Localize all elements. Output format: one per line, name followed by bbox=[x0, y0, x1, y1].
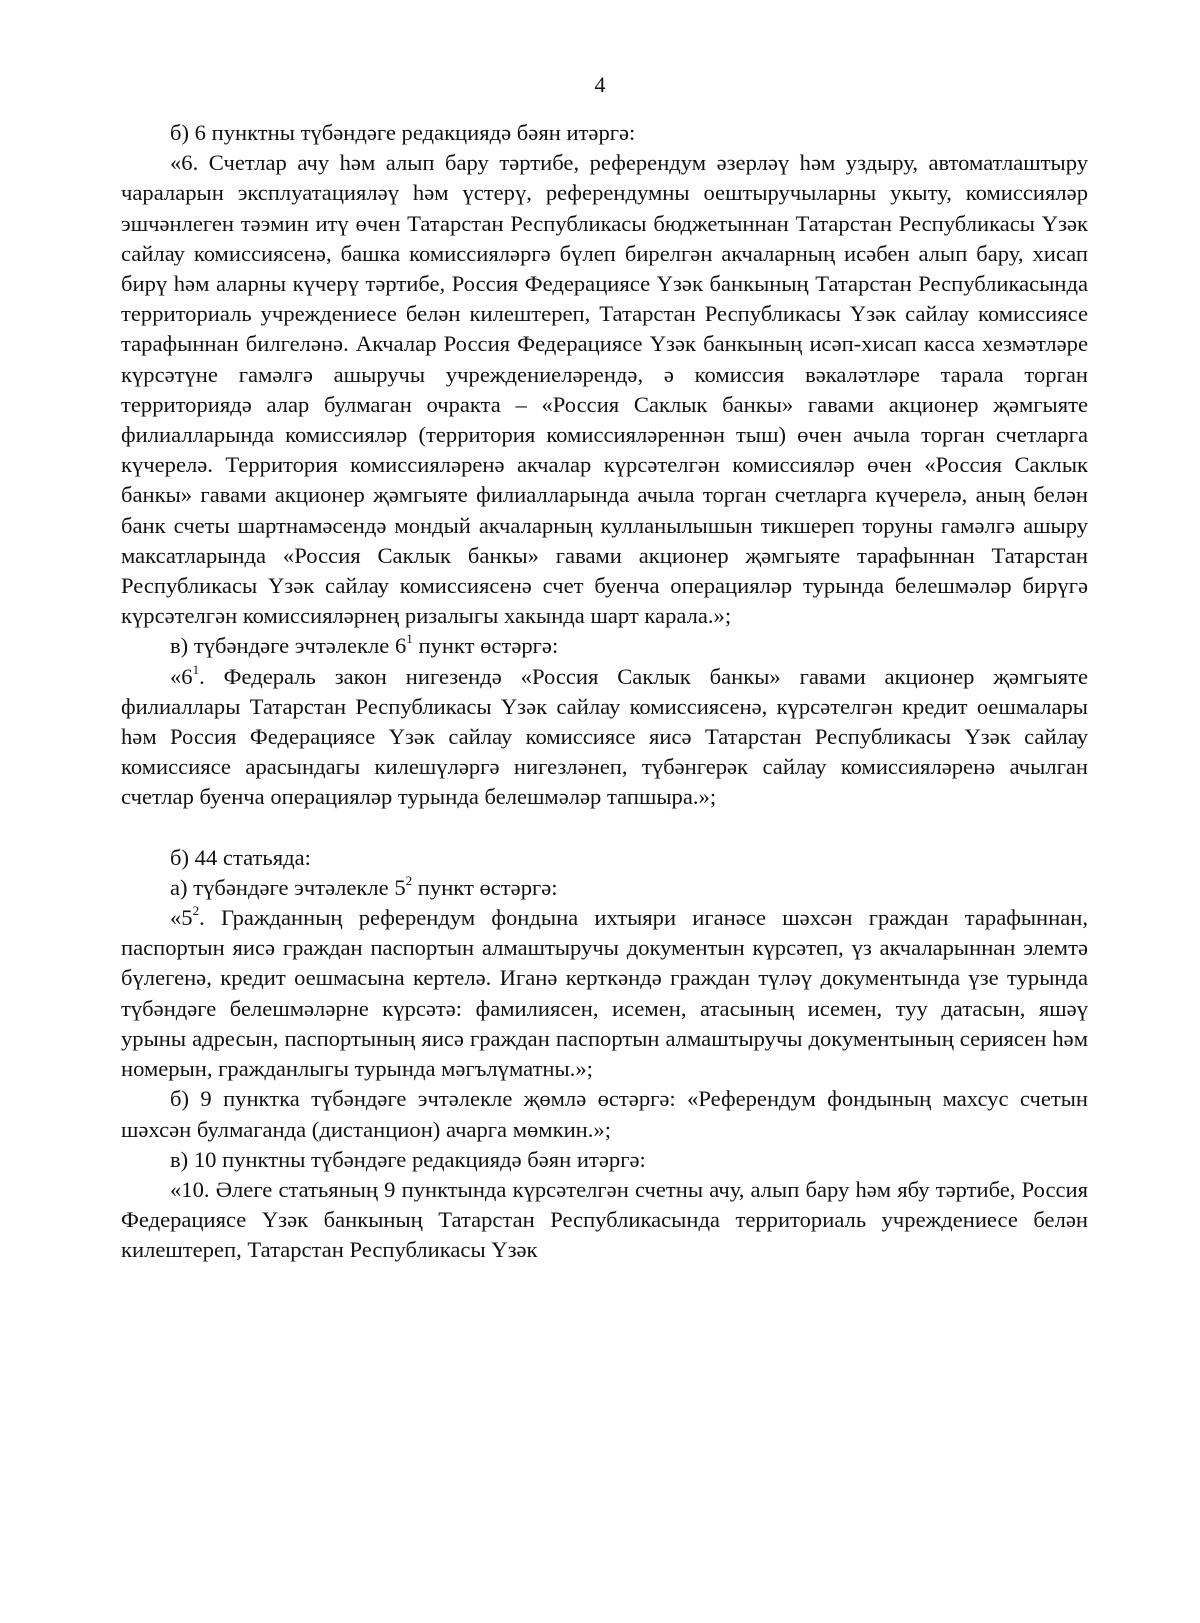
document-body bbox=[121, 118, 1088, 1266]
superscript: 2 bbox=[405, 872, 413, 888]
paragraph: в) 10 пунктны түбәндәге редакциядә бәян итәргә: bbox=[170, 1146, 646, 1172]
paragraph: б) 44 статьяда: bbox=[170, 844, 311, 870]
paragraph: в) түбәндәге эчтәлекле $6^1$ пункт өстәргә: bbox=[170, 631, 559, 659]
superscript: 1 bbox=[192, 661, 200, 677]
paragraph: б) 9 пунктка түбәндәге эчтәлекле җөмлә өстәргә: «Референдум фондының махсус счетын шәхсән булмаганда (дистанцион) ачарга мөмкин.»; bbox=[121, 1086, 1088, 1142]
superscript: 2 bbox=[192, 903, 200, 919]
paragraph: «6. Счетлар ачу һәм алып бару тәртибе, референдум әзерләү һәм уздыру, автоматлаштыру чараларын эксплуатацияләү һәм үстерү, референдумны оештыручыларны укыту, комиссияләр эшчәнлеген тәэмин итү өчен Татарстан Республикасы бюджетыннан Татарстан Республикасы Үзәк сайлау комиссиясенә, башка комиссияләргә бүлеп бирелгән акчаларның исәбен алып бару, хисап бирү һәм аларны күчерү тәртибе, Россия Федерациясе Үзәк банкының Татарстан Республикасында территориаль учреждениесе белән килештереп, Татарстан Республикасы Үзәк сайлау комиссиясе тарафыннан билгеләнә. Акчалар Россия Федерациясе Үзәк банкының исәп-хисап касса хезмәтләре күрсәтүне гамәлгә ашыручы учреждениеләрендә, ә комиссия вәкаләтләре тарала торган территориядә алар булмаган очракта – «Россия Саклык банкы» гавами акционер җәмгыяте филиалларында комиссияләр (территория комиссияләреннән тыш) өчен ачыла торган счетларга күчерелә. Территория комиссияләренә акчалар күрсәтелгән комиссияләр өчен «Россия Саклык банкы» гавами акционер җәмгыяте филиалларында ачыла торган счетларга күчерелә, аның белән банк счеты шартнамәсендә мондый акчаларның кулланылышын тикшереп торуны гамәлгә ашыру максатларында «Россия Саклык банкы» гавами акционер җәмгыяте тарафыннан Татарстан Республикасы Үзәк сайлау комиссиясенә счет буенча операцияләр турында белешмәләр бирүгә күрсәтелгән комиссияләрнең ризалыгы хакында шарт карала.»; bbox=[121, 150, 1088, 629]
page-number: 4 bbox=[594, 72, 606, 97]
paragraph: а) түбәндәге эчтәлекле $5^2$ пункт өстәргә: bbox=[170, 872, 558, 900]
paragraph: «$6^1$. Федераль закон нигезендә «Россия Саклык банкы» гавами акционер җәмгыяте филиаллары Татарстан Республикасы Үзәк сайлау комиссиясенә, күрсәтелгән кредит оешмалары һәм Россия Федерациясе Үзәк сайлау комиссиясе яисә Татарстан Республикасы Үзәк сайлау комиссиясе арасындагы килешүләргә нигезләнеп, түбәнгерәк сайлау комиссияләренә ачылган счетлар буенча операцияләр турында белешмәләр тапшыра.»; bbox=[121, 661, 1088, 810]
paragraph: «10. Әлеге статьяның 9 пунктында күрсәтелгән счетны ачу, алып бару һәм ябу тәртибе, Россия Федерациясе Үзәк банкының Татарстан Республикасында территориаль учреждениесе белән килештереп, Татарстан Республикасы Үзәк bbox=[121, 1176, 1088, 1263]
paragraph: б) 6 пунктны түбәндәге редакциядә бәян итәргә: bbox=[170, 120, 636, 145]
paragraph: «$5^2$. Гражданның референдум фондына ихтыяри иганәсе шәхсән граждан тарафыннан, паспортын яисә граждан паспортын алмаштыручы документын күрсәтеп, үз акчаларыннан элемтә бүлегенә, кредит оешмасына кертелә. Иганә керткәндә граждан түләү документында үзе турында түбәндәге белешмәләрне күрсәтә: фамилиясен, исемен, атасының исемен, туу датасын, яшәү урыны адресын, паспортының яисә граждан паспортын алмаштыручы документының сериясен һәм номерын, гражданлыгы турында мәгълүматны.»; bbox=[121, 903, 1088, 1082]
superscript: 1 bbox=[406, 631, 413, 647]
